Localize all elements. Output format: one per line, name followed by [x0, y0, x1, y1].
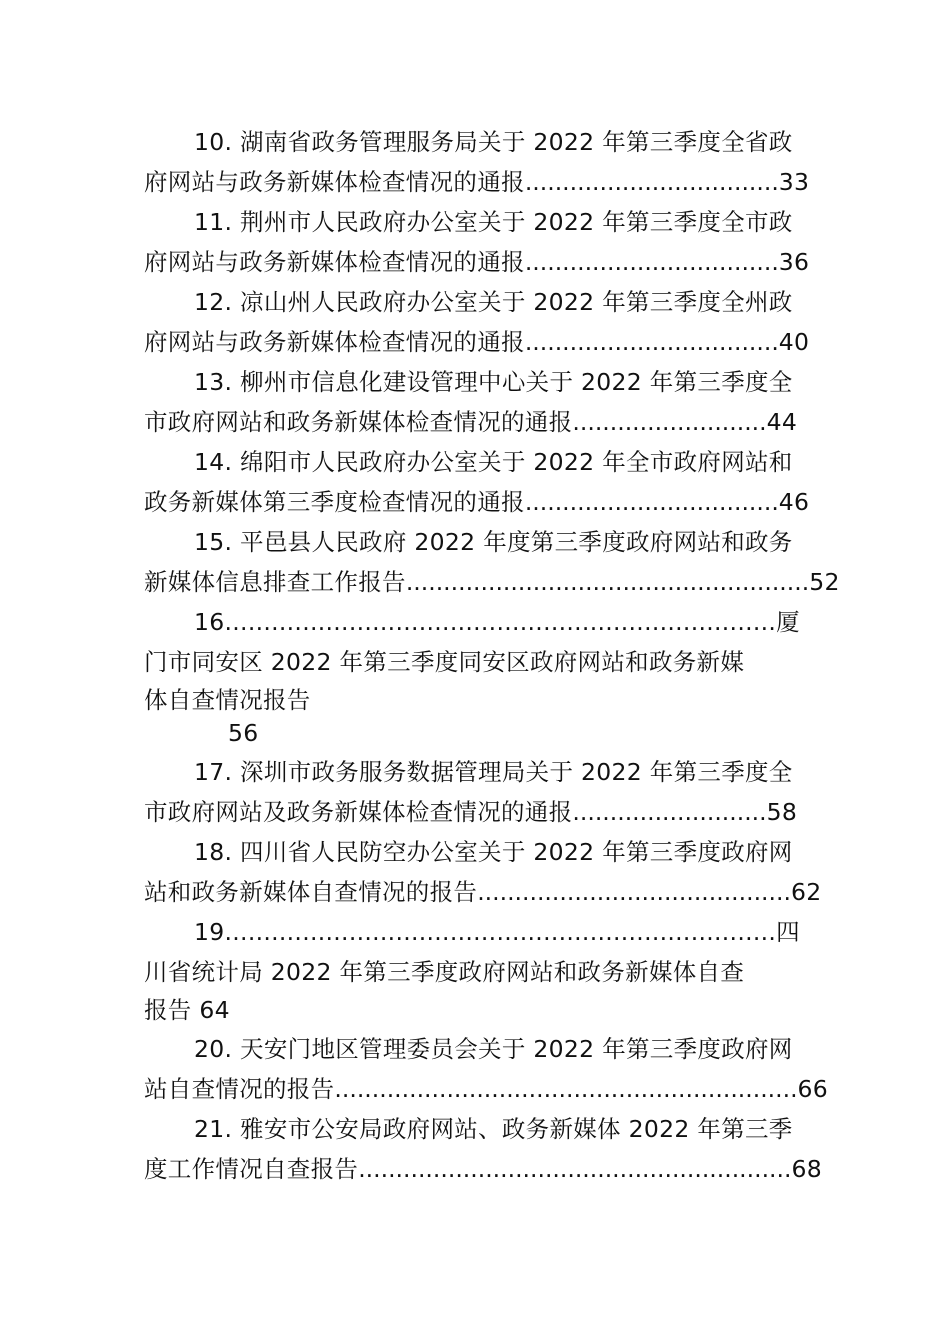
- toc-entry-16-line-2: 门市同安区 2022 年第三季度同安区政府网站和政务新媒: [144, 648, 745, 676]
- toc-entry-17-line-1: 17. 深圳市政务服务数据管理局关于 2022 年第三季度全: [194, 758, 793, 786]
- toc-entry-18-line-1: 18. 四川省人民防空办公室关于 2022 年第三季度政府网: [194, 838, 793, 866]
- toc-entry-18-title: 站和政务新媒体自查情况的报告: [144, 878, 478, 906]
- toc-entry-11-page: 36: [778, 248, 810, 276]
- toc-entry-13-line-2: [144, 406, 797, 438]
- toc-entry-17-title: 市政府网站及政务新媒体检查情况的通报: [144, 798, 573, 826]
- toc-entry-21-line-2: [144, 1153, 822, 1185]
- toc-entry-10-line-1: 10. 湖南省政务管理服务局关于 2022 年第三季度全省政: [194, 128, 793, 156]
- toc-entry-17-page: 58: [766, 798, 798, 826]
- toc-entry-20-line-2: [144, 1073, 828, 1105]
- toc-entry-21-line-1: 21. 雅安市公安局政府网站、政务新媒体 2022 年第三季: [194, 1115, 793, 1143]
- toc-entry-15-page: 52: [809, 568, 840, 596]
- toc-entry-15-title: 新媒体信息排查工作报告: [144, 568, 406, 596]
- toc-leader-dots: ..........................: [572, 798, 767, 826]
- toc-entry-14-title: 政务新媒体第三季度检查情况的通报: [144, 488, 525, 516]
- toc-entry-18-page: 62: [790, 878, 822, 906]
- toc-entry-13-line-1: 13. 柳州市信息化建设管理中心关于 2022 年第三季度全: [194, 368, 793, 396]
- toc-entry-10-title: 府网站与政务新媒体检查情况的通报: [144, 168, 525, 196]
- toc-entry-19-line-3: 报告 64: [144, 996, 230, 1024]
- toc-leader-dots: ..........................: [572, 408, 767, 436]
- toc-entry-15-line-1: 15. 平邑县人民政府 2022 年度第三季度政府网站和政务: [194, 528, 793, 556]
- toc-entry-16-line-3: 体自查情况报告: [144, 686, 311, 714]
- toc-entry-12-title: 府网站与政务新媒体检查情况的通报: [144, 328, 525, 356]
- toc-entry-14-line-1: 14. 绵阳市人民政府办公室关于 2022 年全市政府网站和: [194, 448, 793, 476]
- toc-entry-12-line-2: [144, 326, 809, 358]
- toc-entry-10-page: 33: [778, 168, 810, 196]
- toc-entry-19-line-1: 19.......................................................................四: [194, 918, 800, 946]
- toc-entry-15-line-2: [144, 566, 840, 598]
- toc-entry-16-line-1: 16.......................................................................厦: [194, 608, 800, 636]
- toc-leader-dots: ..........................................................: [358, 1155, 792, 1183]
- toc-entry-12-line-1: 12. 凉山州人民政府办公室关于 2022 年第三季度全州政: [194, 288, 793, 316]
- toc-entry-21-title: 度工作情况自查报告: [144, 1155, 359, 1183]
- toc-entry-11-line-2: [144, 246, 809, 278]
- toc-entry-16-page: 56: [228, 719, 259, 747]
- toc-leader-dots: ..................................: [524, 168, 779, 196]
- toc-entry-10-line-2: [144, 166, 809, 198]
- toc-entry-11-title: 府网站与政务新媒体检查情况的通报: [144, 248, 525, 276]
- toc-entry-20-page: 66: [797, 1075, 829, 1103]
- toc-entry-20-line-1: 20. 天安门地区管理委员会关于 2022 年第三季度政府网: [194, 1035, 793, 1063]
- toc-leader-dots: ..................................: [524, 248, 779, 276]
- toc-entry-12-page: 40: [778, 328, 810, 356]
- toc-leader-dots: ..................................: [524, 488, 779, 516]
- toc-entry-11-line-1: 11. 荆州市人民政府办公室关于 2022 年第三季度全市政: [194, 208, 793, 236]
- toc-leader-dots: ..........................................: [477, 878, 791, 906]
- toc-entry-17-line-2: [144, 796, 797, 828]
- toc-entry-20-title: 站自查情况的报告: [144, 1075, 335, 1103]
- toc-entry-14-line-2: [144, 486, 809, 518]
- toc-entry-21-page: 68: [791, 1155, 822, 1183]
- toc-entry-19-line-2: 川省统计局 2022 年第三季度政府网站和政务新媒体自查: [144, 958, 745, 986]
- toc-entry-13-page: 44: [766, 408, 798, 436]
- toc-entry-18-line-2: [144, 876, 821, 908]
- toc-entry-13-title: 市政府网站和政务新媒体检查情况的通报: [144, 408, 573, 436]
- toc-leader-dots: ......................................................: [405, 568, 810, 596]
- toc-leader-dots: ..................................: [524, 328, 779, 356]
- toc-leader-dots: ..............................................................: [334, 1075, 798, 1103]
- toc-entry-14-page: 46: [778, 488, 810, 516]
